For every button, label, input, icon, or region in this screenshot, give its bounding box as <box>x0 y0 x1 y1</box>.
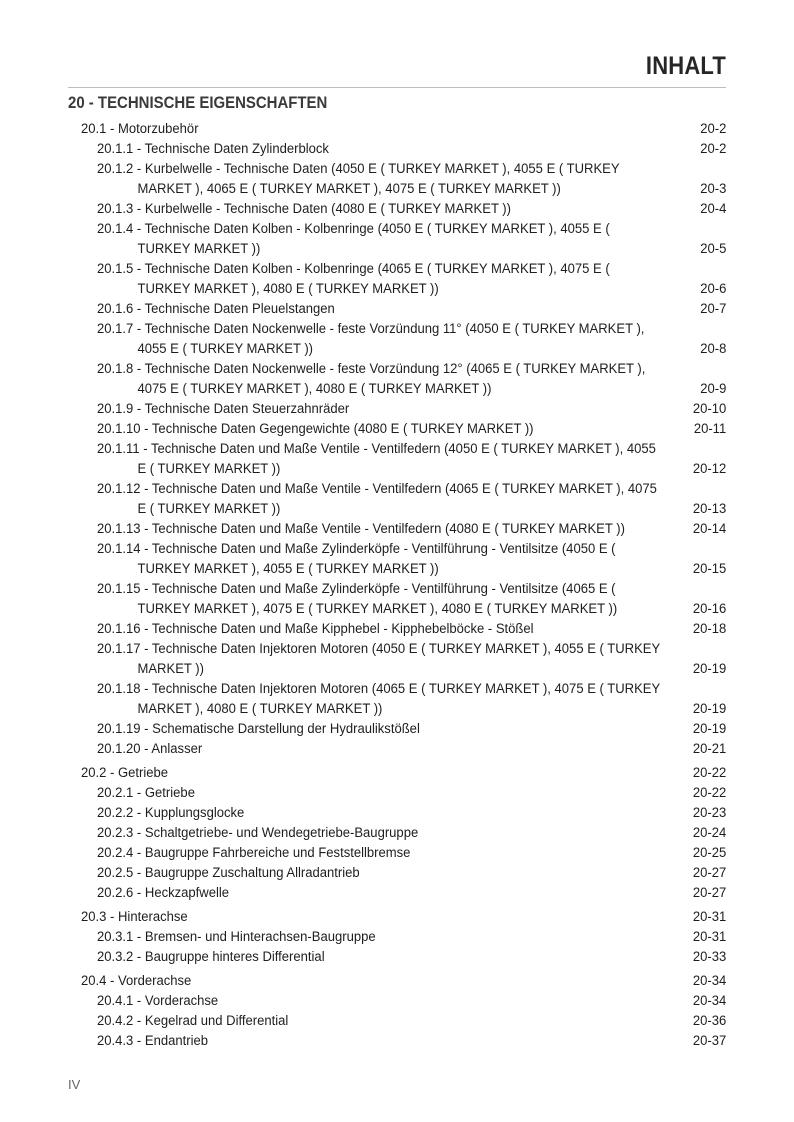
toc-entry-title <box>81 971 191 991</box>
toc-entry-title <box>97 947 325 967</box>
toc-entry[interactable] <box>0 783 794 803</box>
toc-entry-page: 20-22 <box>692 785 726 801</box>
toc-entry-line: E ( TURKEY MARKET )) <box>137 501 281 517</box>
page-number: IV <box>68 1077 81 1092</box>
toc-entry[interactable] <box>0 479 794 519</box>
toc-entry-line: E ( TURKEY MARKET )) <box>137 461 281 477</box>
toc-entry-page: 20-19 <box>692 661 726 677</box>
toc-entry-line: 20.3.2 - Baugruppe hinteres Differential <box>97 949 325 965</box>
toc-entry-title <box>97 679 660 719</box>
toc-entry-page: 20-24 <box>692 825 726 841</box>
toc-entry-line: 20.1.18 - Technische Daten Injektoren Motoren (4065 E ( TURKEY MARKET ), 4075 E ( TURKEY <box>97 681 661 697</box>
toc-entry-page: 20-7 <box>699 301 726 317</box>
toc-entry-line: 20.1.14 - Technische Daten und Maße Zylinderköpfe - Ventilführung - Ventilsitze (4050 E ( <box>97 541 616 557</box>
toc-entry-page: 20-2 <box>699 121 726 137</box>
toc-entry-title <box>97 419 534 439</box>
toc-entry[interactable] <box>0 419 794 439</box>
toc-entry-page: 20-4 <box>699 201 726 217</box>
toc-entry-line: MARKET ), 4065 E ( TURKEY MARKET ), 4075 E ( TURKEY MARKET )) <box>137 181 561 197</box>
toc-entry-line: TURKEY MARKET )) <box>137 241 261 257</box>
toc-entry-title <box>97 843 410 863</box>
toc-entry[interactable] <box>0 823 794 843</box>
toc-entry-line: 20.1.8 - Technische Daten Nockenwelle - feste Vorzündung 12° (4065 E ( TURKEY MARKET ), <box>97 361 646 377</box>
toc-entry-line: 20.1.9 - Technische Daten Steuerzahnräder <box>97 401 350 417</box>
toc-entry-line: 20.2.4 - Baugruppe Fahrbereiche und Feststellbremse <box>97 845 411 861</box>
toc-entry[interactable] <box>0 763 794 783</box>
toc-entry-title <box>97 399 349 419</box>
toc-entry-line: 20.4.1 - Vorderachse <box>97 993 219 1009</box>
toc-entry-page: 20-18 <box>692 621 726 637</box>
toc-entry[interactable] <box>0 907 794 927</box>
toc-entry-page: 20-31 <box>692 909 726 925</box>
toc-entry-line: 20.2 - Getriebe <box>81 765 169 781</box>
toc-entry[interactable] <box>0 947 794 967</box>
toc-entry-line: 20.4.2 - Kegelrad und Differential <box>97 1013 289 1029</box>
toc-entry-line: 20.2.2 - Kupplungsglocke <box>97 805 245 821</box>
toc-entry[interactable] <box>0 927 794 947</box>
toc-entry-title <box>97 219 610 259</box>
toc-entry[interactable] <box>0 139 794 159</box>
toc-entry-title <box>97 863 360 883</box>
toc-entry-line: 20.2.6 - Heckzapfwelle <box>97 885 230 901</box>
toc-entry[interactable] <box>0 843 794 863</box>
toc-entry-line: 20.1.10 - Technische Daten Gegengewichte (4080 E ( TURKEY MARKET )) <box>97 421 534 437</box>
toc-entry-page: 20-6 <box>699 281 726 297</box>
toc-entry[interactable] <box>0 539 794 579</box>
toc-entry-line: 20.1.2 - Kurbelwelle - Technische Daten (4050 E ( TURKEY MARKET ), 4055 E ( TURKEY <box>97 161 620 177</box>
toc-entry[interactable] <box>0 259 794 299</box>
toc-entry-title <box>97 719 420 739</box>
toc-entry-line: 20.1.15 - Technische Daten und Maße Zylinderköpfe - Ventilführung - Ventilsitze (4065 E ( <box>97 581 616 597</box>
toc-entry-title <box>97 803 244 823</box>
toc-entry-title <box>97 927 376 947</box>
toc-entry-line: 20.3.1 - Bremsen- und Hinterachsen-Baugruppe <box>97 929 376 945</box>
toc-entry-line: 20.1.5 - Technische Daten Kolben - Kolbenringe (4065 E ( TURKEY MARKET ), 4075 E ( <box>97 261 610 277</box>
toc-entry-line: 20.2.1 - Getriebe <box>97 785 195 801</box>
toc-entry-line: 20.4.3 - Endantrieb <box>97 1033 209 1049</box>
toc-entry-page: 20-10 <box>692 401 726 417</box>
toc-entry-title <box>97 519 625 539</box>
toc-entry-title <box>97 539 616 579</box>
toc-entry-line: 20.1.17 - Technische Daten Injektoren Motoren (4050 E ( TURKEY MARKET ), 4055 E ( TURKEY <box>97 641 661 657</box>
toc-entry-page: 20-11 <box>693 421 726 437</box>
toc-entry-title <box>97 991 218 1011</box>
toc-entry-page: 20-33 <box>692 949 726 965</box>
toc-entry[interactable] <box>0 971 794 991</box>
toc-entry-line: 20.1.6 - Technische Daten Pleuelstangen <box>97 301 335 317</box>
toc-entry-line: TURKEY MARKET ), 4055 E ( TURKEY MARKET )) <box>137 561 439 577</box>
toc-entry-page: 20-3 <box>699 181 726 197</box>
toc-entry-title <box>97 579 617 619</box>
toc-entry-line: MARKET )) <box>137 661 204 677</box>
toc-entry-page: 20-14 <box>692 521 726 537</box>
toc-entry-page: 20-27 <box>692 885 726 901</box>
toc-entry[interactable] <box>0 1031 794 1051</box>
toc-entry-page: 20-34 <box>692 973 726 989</box>
toc-entry-title <box>81 119 199 139</box>
toc-entry-line: 20.4 - Vorderachse <box>81 973 192 989</box>
toc-entry-line: 20.1.11 - Technische Daten und Maße Ventile - Ventilfedern (4050 E ( TURKEY MARKET ), 4055 <box>97 441 656 457</box>
toc-entry-title <box>97 299 335 319</box>
toc-entry-line: 20.1.4 - Technische Daten Kolben - Kolbenringe (4050 E ( TURKEY MARKET ), 4055 E ( <box>97 221 610 237</box>
toc-entry-page: 20-23 <box>692 805 726 821</box>
toc-entry-title <box>97 359 645 399</box>
toc-entry[interactable] <box>0 639 794 679</box>
toc-entry[interactable] <box>0 863 794 883</box>
toc-entry-title <box>81 907 188 927</box>
toc-entry-title <box>97 479 657 519</box>
toc-entry[interactable] <box>0 883 794 903</box>
toc-entry-page: 20-16 <box>692 601 726 617</box>
toc-entry-title <box>97 1031 208 1051</box>
toc-entry-page: 20-2 <box>699 141 726 157</box>
toc-entry-page: 20-34 <box>692 993 726 1009</box>
toc-entry-title <box>97 739 202 759</box>
toc-entry[interactable] <box>0 439 794 479</box>
toc-entry[interactable] <box>0 619 794 639</box>
toc-entry-page: 20-9 <box>699 381 726 397</box>
toc-entry-title <box>81 763 168 783</box>
toc-entry-page: 20-22 <box>692 765 726 781</box>
toc-entry-page: 20-36 <box>692 1013 726 1029</box>
chapter-heading: 20 - TECHNISCHE EIGENSCHAFTEN <box>68 93 328 112</box>
toc-entry-title <box>97 823 418 843</box>
toc-entry-page: 20-15 <box>692 561 726 577</box>
toc-entry-line: 20.1.12 - Technische Daten und Maße Ventile - Ventilfedern (4065 E ( TURKEY MARKET ), 4075 <box>97 481 657 497</box>
toc-entry-page: 20-5 <box>699 241 726 257</box>
toc-entry-title <box>97 883 229 903</box>
toc-entry-page: 20-19 <box>692 721 726 737</box>
toc-entry-line: 20.1.7 - Technische Daten Nockenwelle - feste Vorzündung 11° (4050 E ( TURKEY MARKET ), <box>97 321 645 337</box>
toc-entry-title <box>97 159 620 199</box>
toc-entry-line: 4075 E ( TURKEY MARKET ), 4080 E ( TURKEY MARKET )) <box>137 381 492 397</box>
toc-entry-page: 20-21 <box>692 741 726 757</box>
toc-entry-title <box>97 139 329 159</box>
toc-entry-line: TURKEY MARKET ), 4080 E ( TURKEY MARKET )) <box>137 281 439 297</box>
toc-entry[interactable] <box>0 803 794 823</box>
toc-entry[interactable] <box>0 1011 794 1031</box>
toc-entry-line: 20.1 - Motorzubehör <box>81 121 199 137</box>
toc-entry[interactable] <box>0 719 794 739</box>
toc-entry[interactable] <box>0 199 794 219</box>
toc-entry-title <box>97 199 511 219</box>
toc-entry[interactable] <box>0 319 794 359</box>
page-title: INHALT <box>645 52 726 80</box>
toc-entry-line: MARKET ), 4080 E ( TURKEY MARKET )) <box>137 701 383 717</box>
toc-entry-title <box>97 639 660 679</box>
toc-entry-title <box>97 619 534 639</box>
toc-entry-page: 20-19 <box>692 701 726 717</box>
toc-entry-title <box>97 319 644 359</box>
toc-entry[interactable] <box>0 159 794 199</box>
toc-entry-line: TURKEY MARKET ), 4075 E ( TURKEY MARKET ), 4080 E ( TURKEY MARKET )) <box>137 601 618 617</box>
toc-entry-title <box>97 783 195 803</box>
toc-entry-line: 20.1.1 - Technische Daten Zylinderblock <box>97 141 329 157</box>
toc-entry[interactable] <box>0 519 794 539</box>
toc-entry-page: 20-12 <box>692 461 726 477</box>
toc-entry-line: 20.1.20 - Anlasser <box>97 741 203 757</box>
toc-entry-page: 20-25 <box>692 845 726 861</box>
toc-entry[interactable] <box>0 119 794 139</box>
toc-entry-page: 20-31 <box>692 929 726 945</box>
toc-entry-line: 20.2.3 - Schaltgetriebe- und Wendegetriebe-Baugruppe <box>97 825 419 841</box>
toc-entry[interactable] <box>0 359 794 399</box>
toc-entry-title <box>97 439 656 479</box>
toc-entry[interactable] <box>0 991 794 1011</box>
toc-entry-line: 20.1.16 - Technische Daten und Maße Kipphebel - Kipphebelböcke - Stößel <box>97 621 534 637</box>
toc-entry-page: 20-8 <box>699 341 726 357</box>
toc-entry-line: 20.1.19 - Schematische Darstellung der Hydraulikstößel <box>97 721 420 737</box>
toc-entry-page: 20-27 <box>692 865 726 881</box>
toc-entry-title <box>97 1011 288 1031</box>
toc-entry-line: 20.1.13 - Technische Daten und Maße Ventile - Ventilfedern (4080 E ( TURKEY MARKET )) <box>97 521 625 537</box>
toc-entry-page: 20-13 <box>692 501 726 517</box>
toc-entry-line: 4055 E ( TURKEY MARKET )) <box>137 341 314 357</box>
toc-entry[interactable] <box>0 219 794 259</box>
toc-entry-page: 20-37 <box>692 1033 726 1049</box>
toc-entry[interactable] <box>0 399 794 419</box>
toc-entry[interactable] <box>0 579 794 619</box>
toc-entry[interactable] <box>0 679 794 719</box>
toc-entry-line: 20.1.3 - Kurbelwelle - Technische Daten (4080 E ( TURKEY MARKET )) <box>97 201 511 217</box>
toc-entry-line: 20.3 - Hinterachse <box>81 909 188 925</box>
toc-entry[interactable] <box>0 739 794 759</box>
toc-entry[interactable] <box>0 299 794 319</box>
toc-entry-line: 20.2.5 - Baugruppe Zuschaltung Allradantrieb <box>97 865 360 881</box>
toc-entry-title <box>97 259 610 299</box>
